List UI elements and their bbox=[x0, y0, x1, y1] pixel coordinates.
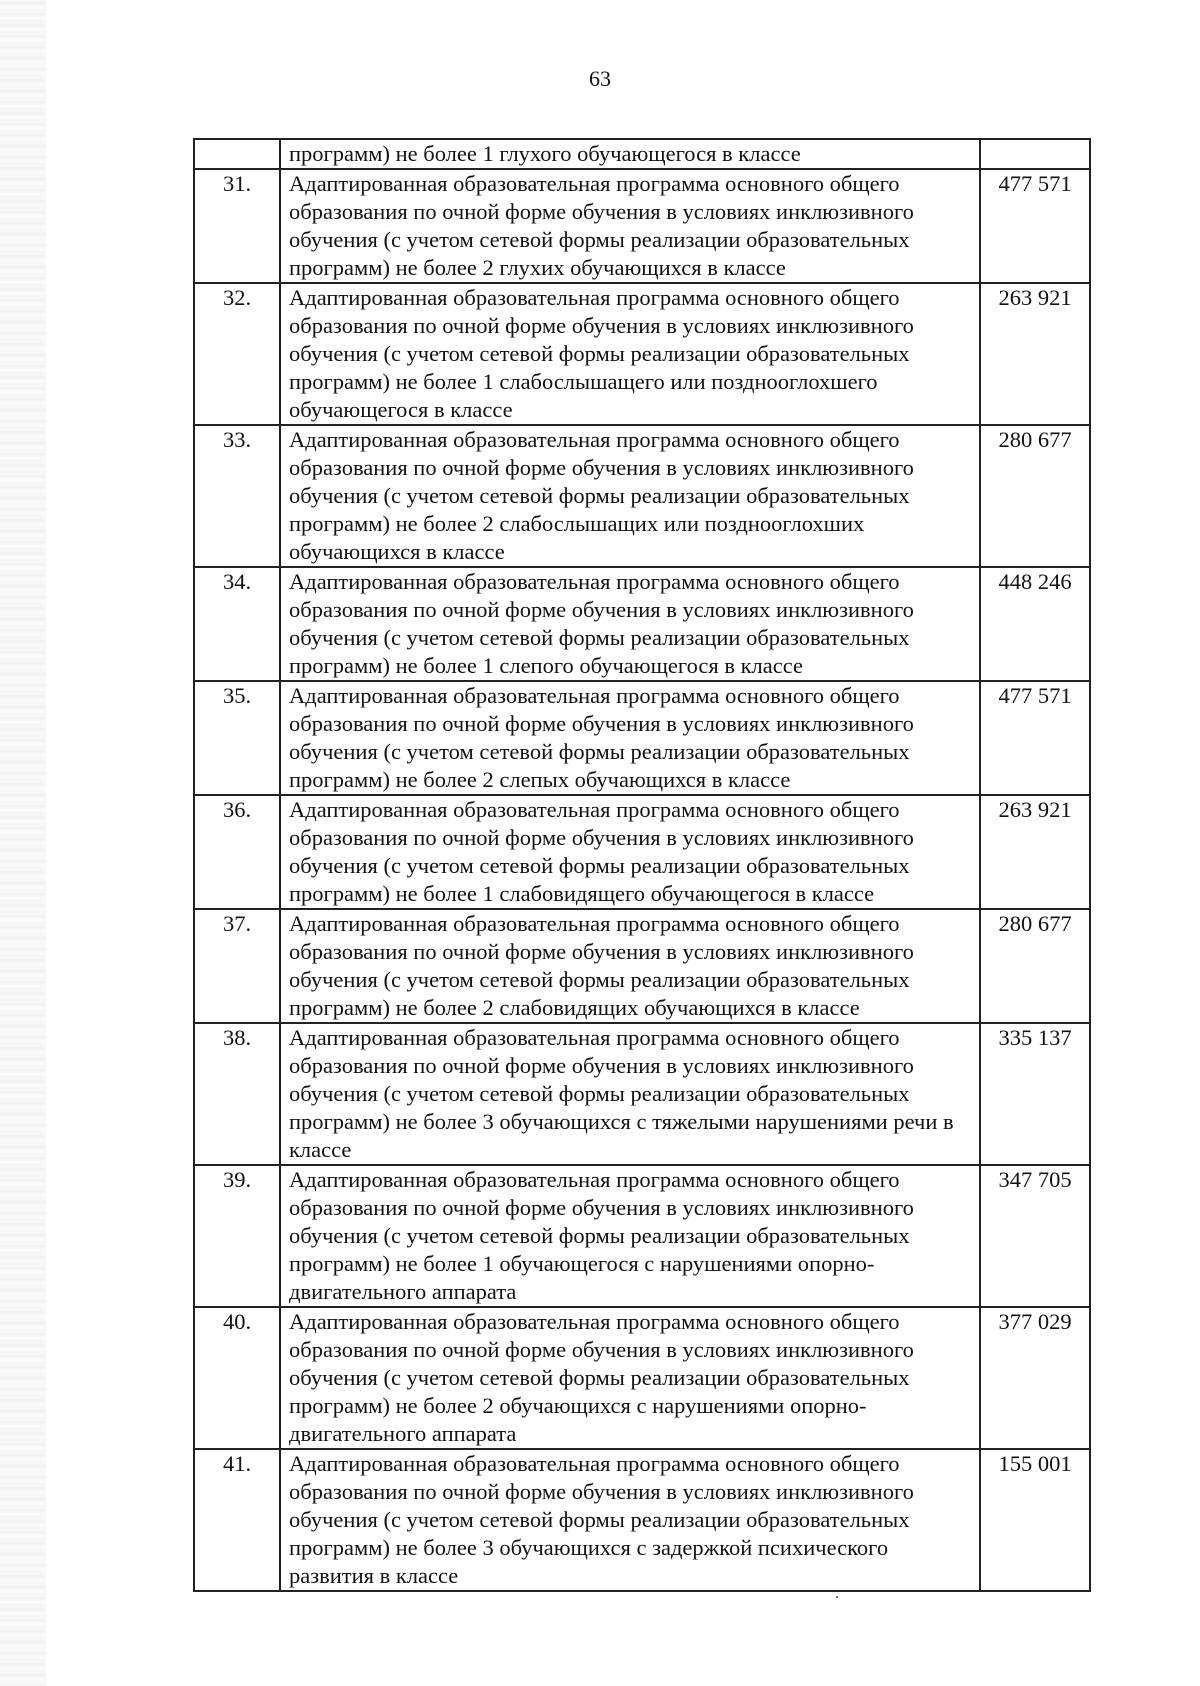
table-row bbox=[194, 909, 1090, 1023]
table-row bbox=[194, 169, 1090, 283]
table-row bbox=[194, 283, 1090, 425]
row-description-cell: программ) не более 1 глухого обучающегося в классе bbox=[280, 139, 980, 169]
table-row bbox=[194, 425, 1090, 567]
row-value-cell: 377 029 bbox=[980, 1307, 1090, 1449]
row-number-cell: 37. bbox=[194, 909, 280, 1023]
row-value-cell: 477 571 bbox=[980, 169, 1090, 283]
row-value-cell bbox=[980, 139, 1090, 169]
table-row bbox=[194, 567, 1090, 681]
row-value-cell: 477 571 bbox=[980, 681, 1090, 795]
row-description-cell: Адаптированная образовательная программа основного общего образования по очной форме обучения в условиях инклюзивного обучения (с учетом сетевой формы реализации образовательных программ) не более 3 обучающихся с задержкой психического развития в классе bbox=[280, 1449, 980, 1591]
table-row bbox=[194, 1165, 1090, 1307]
row-number-cell: 36. bbox=[194, 795, 280, 909]
table-row bbox=[194, 1449, 1090, 1591]
row-value-cell: 280 677 bbox=[980, 909, 1090, 1023]
table-row bbox=[194, 795, 1090, 909]
row-number-cell: 39. bbox=[194, 1165, 280, 1307]
row-description-cell: Адаптированная образовательная программа основного общего образования по очной форме обучения в условиях инклюзивного обучения (с учетом сетевой формы реализации образовательных программ) не более 2 глухих обучающихся в классе bbox=[280, 169, 980, 283]
row-number-cell: 40. bbox=[194, 1307, 280, 1449]
scan-speck bbox=[836, 1596, 838, 1598]
row-value-cell: 263 921 bbox=[980, 283, 1090, 425]
row-description-cell: Адаптированная образовательная программа основного общего образования по очной форме обучения в условиях инклюзивного обучения (с учетом сетевой формы реализации образовательных программ) не более 2 обучающихся с нарушениями опорно-двигательного аппарата bbox=[280, 1307, 980, 1449]
row-number-cell: 38. bbox=[194, 1023, 280, 1165]
row-number-cell: 31. bbox=[194, 169, 280, 283]
row-number-cell: 35. bbox=[194, 681, 280, 795]
row-number-cell bbox=[194, 139, 280, 169]
table-row-continuation bbox=[194, 139, 1090, 169]
row-description-cell: Адаптированная образовательная программа основного общего образования по очной форме обучения в условиях инклюзивного обучения (с учетом сетевой формы реализации образовательных программ) не более 2 слепых обучающихся в классе bbox=[280, 681, 980, 795]
row-value-cell: 263 921 bbox=[980, 795, 1090, 909]
table-row bbox=[194, 1023, 1090, 1165]
row-description-cell: Адаптированная образовательная программа основного общего образования по очной форме обучения в условиях инклюзивного обучения (с учетом сетевой формы реализации образовательных программ) не более 2 слабослышащих или позднооглохших обучающихся в классе bbox=[280, 425, 980, 567]
row-description-cell: Адаптированная образовательная программа основного общего образования по очной форме обучения в условиях инклюзивного обучения (с учетом сетевой формы реализации образовательных программ) не более 1 слабослышащего или позднооглохшего обучающегося в классе bbox=[280, 283, 980, 425]
row-value-cell: 155 001 bbox=[980, 1449, 1090, 1591]
row-value-cell: 347 705 bbox=[980, 1165, 1090, 1307]
page-number: 63 bbox=[589, 66, 611, 91]
row-value-cell: 335 137 bbox=[980, 1023, 1090, 1165]
row-number-cell: 34. bbox=[194, 567, 280, 681]
row-value-cell: 448 246 bbox=[980, 567, 1090, 681]
row-description-cell: Адаптированная образовательная программа основного общего образования по очной форме обучения в условиях инклюзивного обучения (с учетом сетевой формы реализации образовательных программ) не более 2 слабовидящих обучающихся в классе bbox=[280, 909, 980, 1023]
row-description-cell: Адаптированная образовательная программа основного общего образования по очной форме обучения в условиях инклюзивного обучения (с учетом сетевой формы реализации образовательных программ) не более 1 слабовидящего обучающегося в классе bbox=[280, 795, 980, 909]
row-number-cell: 41. bbox=[194, 1449, 280, 1591]
tariff-table bbox=[193, 138, 1091, 1592]
row-value-cell: 280 677 bbox=[980, 425, 1090, 567]
row-description-cell: Адаптированная образовательная программа основного общего образования по очной форме обучения в условиях инклюзивного обучения (с учетом сетевой формы реализации образовательных программ) не более 1 слепого обучающегося в классе bbox=[280, 567, 980, 681]
row-description-cell: Адаптированная образовательная программа основного общего образования по очной форме обучения в условиях инклюзивного обучения (с учетом сетевой формы реализации образовательных программ) не более 1 обучающегося с нарушениями опорно-двигательного аппарата bbox=[280, 1165, 980, 1307]
table-body bbox=[194, 139, 1090, 1591]
scan-edge-artifact bbox=[0, 0, 46, 1686]
table-row bbox=[194, 1307, 1090, 1449]
row-description-cell: Адаптированная образовательная программа основного общего образования по очной форме обучения в условиях инклюзивного обучения (с учетом сетевой формы реализации образовательных программ) не более 3 обучающихся с тяжелыми нарушениями речи в классе bbox=[280, 1023, 980, 1165]
row-number-cell: 32. bbox=[194, 283, 280, 425]
table-row bbox=[194, 681, 1090, 795]
row-number-cell: 33. bbox=[194, 425, 280, 567]
